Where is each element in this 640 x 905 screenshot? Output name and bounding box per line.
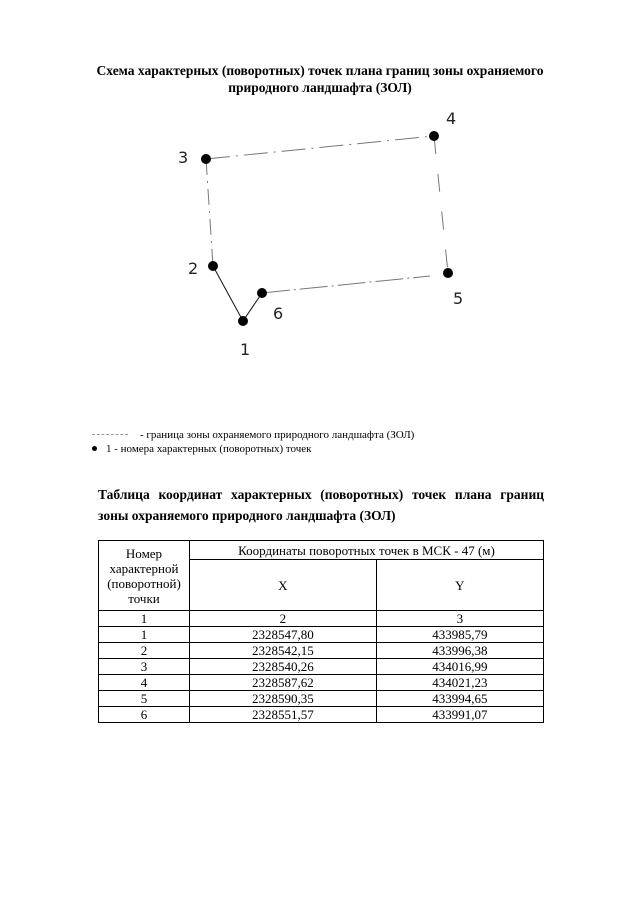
cell-y: 433985,79	[376, 627, 543, 643]
point-label-3: 3	[178, 148, 189, 167]
boundary-segment-3-4	[206, 136, 434, 159]
cell-y: 433996,38	[376, 643, 543, 659]
boundary-segment-3-2	[206, 159, 213, 266]
cell-point-number: 4	[99, 675, 190, 691]
point-label-2: 2	[188, 259, 199, 278]
legend-boundary-text: - граница зоны охраняемого природного ландшафта (ЗОЛ)	[140, 429, 415, 441]
header-y: Y	[376, 560, 543, 611]
header-coordinates: Координаты поворотных точек в МСК - 47 (м)	[190, 541, 544, 560]
cell-x: 2328590,35	[190, 691, 377, 707]
boundary-segment-2-1	[213, 266, 243, 321]
cell-x: 2328540,26	[190, 659, 377, 675]
point-marker-1	[238, 316, 248, 326]
table-title: Таблица координат характерных (поворотных) точек плана границ зоны охраняемого природного ландшафта (ЗОЛ)	[98, 487, 544, 523]
table-row	[99, 675, 544, 691]
point-marker-6	[257, 288, 267, 298]
table-row	[99, 707, 544, 723]
cell-point-number: 2	[99, 643, 190, 659]
point-label-4: 4	[446, 109, 457, 128]
column-number: 3	[376, 611, 543, 627]
cell-y: 434021,23	[376, 675, 543, 691]
point-marker-4	[429, 131, 439, 141]
cell-y: 433991,07	[376, 707, 543, 723]
point-label-1: 1	[240, 340, 251, 359]
boundary-segment-1-6	[243, 293, 262, 321]
header-point-number: Номер характерной (поворотной) точки	[99, 541, 190, 611]
point-marker-3	[201, 154, 211, 164]
boundary-segment-6-5	[262, 276, 430, 293]
legend-points-text: 1 - номера характерных (поворотных) точек	[106, 443, 312, 455]
header-x: X	[190, 560, 377, 611]
point-label-5: 5	[453, 289, 464, 308]
cell-x: 2328542,15	[190, 643, 377, 659]
table-row	[99, 627, 544, 643]
legend-dot-symbol	[92, 446, 97, 451]
column-number-row	[99, 611, 544, 627]
cell-point-number: 6	[99, 707, 190, 723]
cell-y: 433994,65	[376, 691, 543, 707]
column-number: 1	[99, 611, 190, 627]
cell-point-number: 1	[99, 627, 190, 643]
point-label-6: 6	[273, 304, 284, 323]
table-row	[99, 659, 544, 675]
cell-x: 2328547,80	[190, 627, 377, 643]
boundary-segment-4-5	[434, 136, 448, 273]
legend-line-symbol	[92, 434, 128, 435]
cell-point-number: 3	[99, 659, 190, 675]
cell-x: 2328587,62	[190, 675, 377, 691]
coordinates-table	[98, 540, 544, 723]
table-row	[99, 643, 544, 659]
cell-point-number: 5	[99, 691, 190, 707]
table-row	[99, 691, 544, 707]
cell-y: 434016,99	[376, 659, 543, 675]
column-number: 2	[190, 611, 377, 627]
cell-x: 2328551,57	[190, 707, 377, 723]
point-marker-5	[443, 268, 453, 278]
point-marker-2	[208, 261, 218, 271]
scheme-title: Схема характерных (поворотных) точек плана границ зоны охраняемого природного ландшафта (ЗОЛ)	[96, 63, 544, 95]
